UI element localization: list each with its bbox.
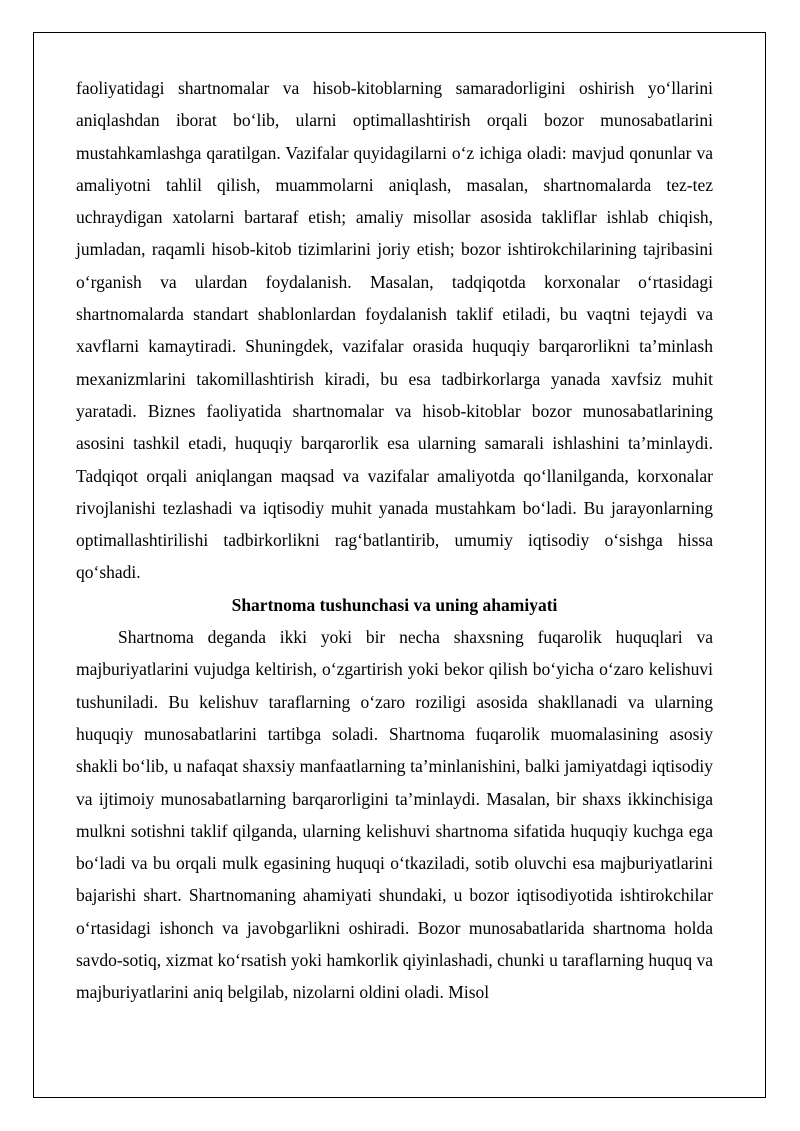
document-body bbox=[76, 72, 713, 1009]
body-paragraph: Shartnoma deganda ikki yoki bir necha shaxsning fuqarolik huquqlari va majburiyatlarini vujudga keltirish, o‘zgartirish yoki bekor qilish bo‘yicha o‘zaro kelishuvi tushuniladi. Bu kelishuv taraflarning o‘zaro roziligi asosida shakllanadi va ularning huquqiy munosabatlarini tartibga soladi. Shartnoma fuqarolik muomalasining asosiy shakli bo‘lib, u nafaqat shaxsiy manfaatlarning ta’minlanishini, balki jamiyatdagi iqtisodiy va ijtimoiy munosabatlarning barqarorligini ta’minlaydi. Masalan, bir shaxs ikkinchisiga mulkni sotishni taklif qilganda, ularning kelishuvi shartnoma sifatida huquqiy kuchga ega bo‘ladi va bu orqali mulk egasining huquqi o‘tkaziladi, sotib oluvchi esa majburiyatlarini bajarishi shart. Shartnomaning ahamiyati shundaki, u bozor iqtisodiyotida ishtirokchilar o‘rtasidagi ishonch va javobgarlikni oshiradi. Bozor munosabatlarida shartnoma holda savdo-sotiq, xizmat ko‘rsatish yoki hamkorlik qiyinlashadi, chunki u taraflarning huquq va majburiyatlarini aniq belgilab, nizolarni oldini oladi. Misol bbox=[76, 627, 713, 1003]
body-paragraph: faoliyatidagi shartnomalar va hisob-kitoblarning samaradorligini oshirish yo‘llarini aniqlashdan iborat bo‘lib, ularni optimallashtirish orqali bozor munosabatlarini mustahkamlashga qaratilgan. Vazifalar quyidagilarni o‘z ichiga oladi: mavjud qonunlar va amaliyotni tahlil qilish, muammolarni aniqlash, masalan, shartnomalarda tez-tez uchraydigan xatolarni bartaraf etish; amaliy misollar asosida takliflar ishlab chiqish, jumladan, raqamli hisob-kitob tizimlarini joriy etish; bozor ishtirokchilarining tajribasini o‘rganish va ulardan foydalanish. Masalan, tadqiqotda korxonalar o‘rtasidagi shartnomalarda standart shablonlardan foydalanish taklif etiladi, bu vaqtni tejaydi va xavflarni kamaytiradi. Shuningdek, vazifalar orasida huquqiy barqarorlikni ta’minlash mexanizmlarini takomillashtirish kiradi, bu esa tadbirkorlarga yanada xavfsiz muhit yaratadi. Biznes faoliyatida shartnomalar va hisob-kitoblar bozor munosabatlarining asosini tashkil etadi, huquqiy barqarorlik esa ularning samarali ishlashini ta’minlaydi. Tadqiqot orqali aniqlangan maqsad va vazifalar amaliyotda qo‘llanilganda, korxonalar rivojlanishi tezlashadi va iqtisodiy muhit yanada mustahkam bo‘ladi. Bu jarayonlarning optimallashtirilishi tadbirkorlikni rag‘batlantirib, umumiy iqtisodiy o‘sishga hissa qo‘shadi. bbox=[76, 78, 713, 583]
section-heading: Shartnoma tushunchasi va uning ahamiyati bbox=[231, 594, 558, 615]
